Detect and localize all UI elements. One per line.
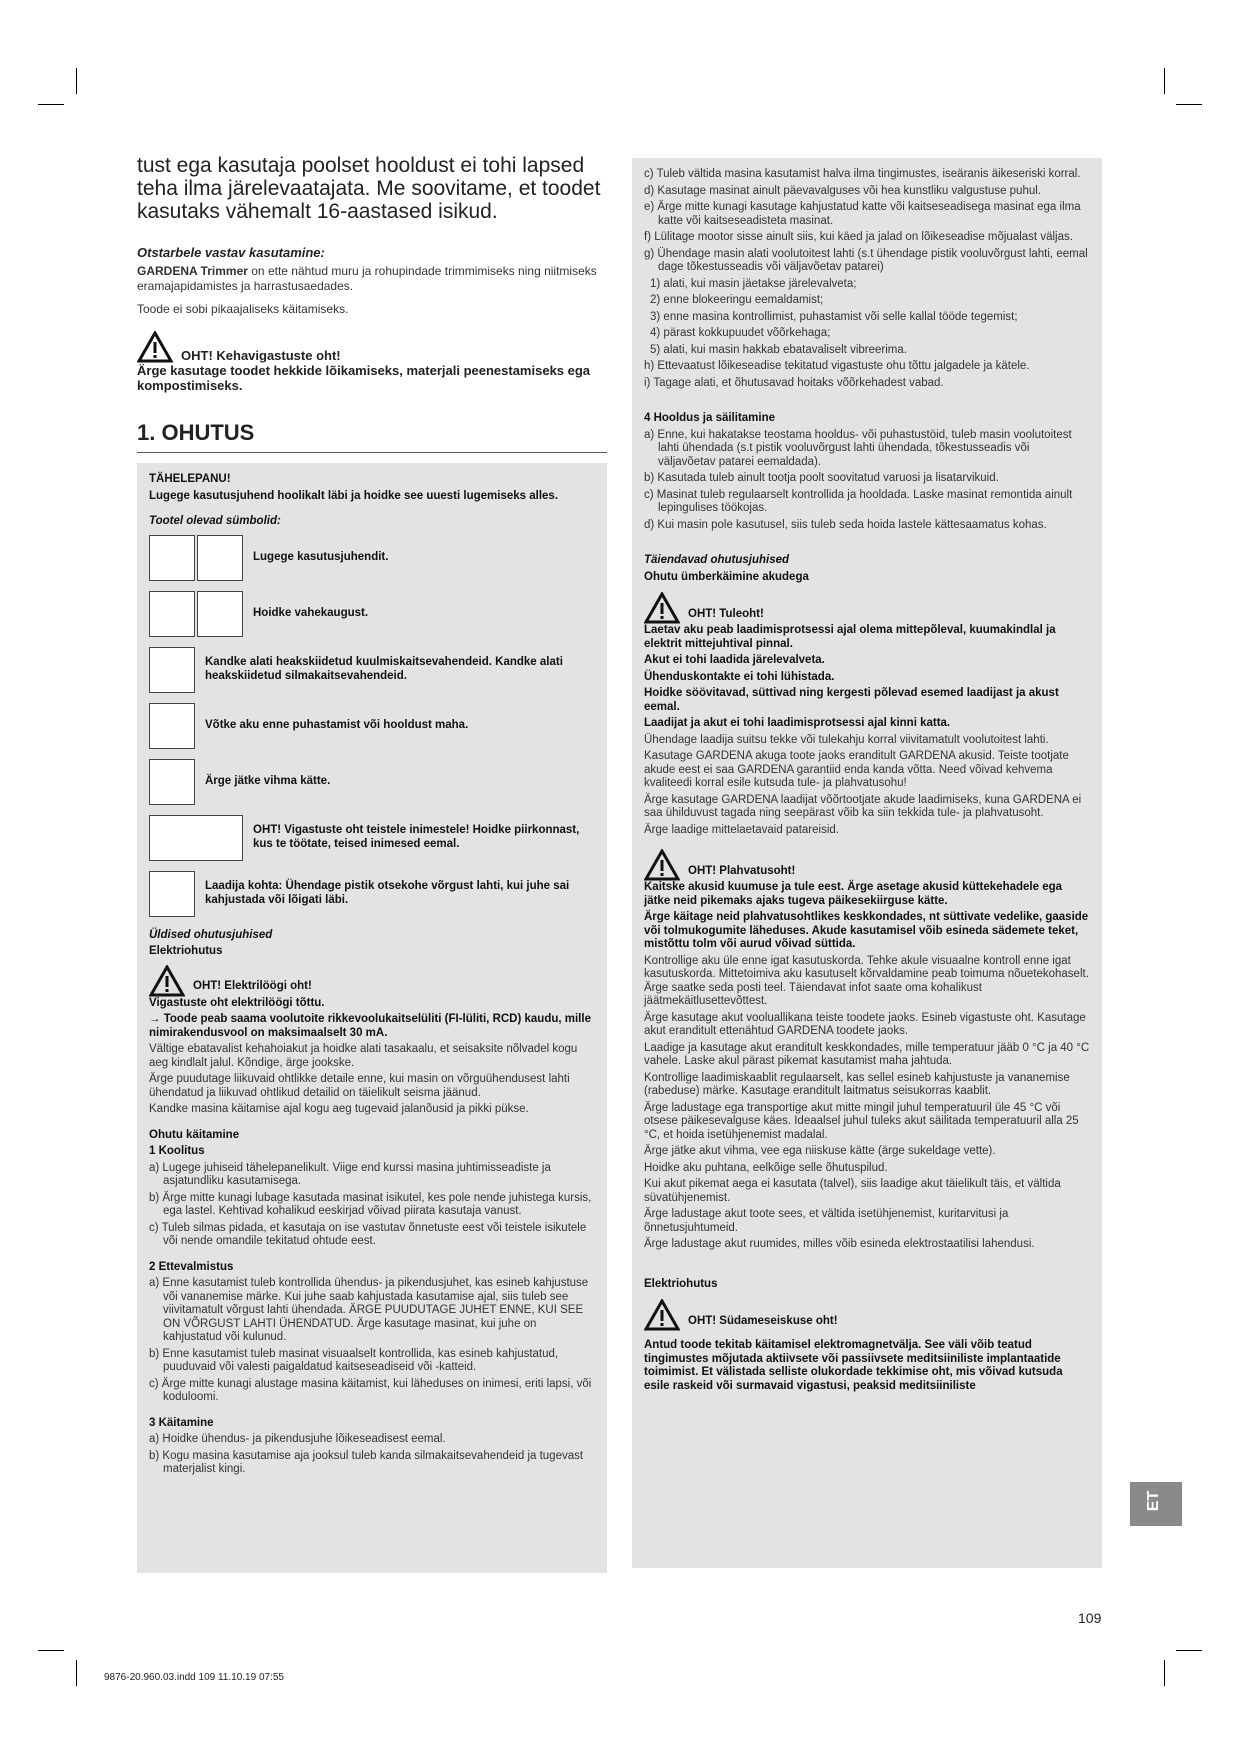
bystander-hazard-icon [149, 815, 243, 861]
fire-bold: Laetav aku peab laadimisprotsessi ajal olema mittepõleval, kuumakindlal ja elektrit mittejuhtival pinnal. [644, 624, 1056, 650]
list-item: c) Ärge mitte kunagi alustage masina käitamist, kui läheduses on inimesi, eriti lapsi, või koduloomi. [149, 1377, 592, 1403]
symbol-row [149, 703, 595, 749]
general-heading: Üldised ohutusjuhised [149, 928, 273, 941]
list-item: a) Enne, kui hakatakse teostama hooldus- või puhastustöid, tuleb masin voolutoitest lahti ühendada (s.t pistik vooluvõrgust lahti ühendada, tõkestusseadis või väljavõetav patarei eemaldada). [644, 428, 1072, 468]
crop-mark [1176, 104, 1202, 105]
section-title: 1. OHUTUS [137, 420, 255, 445]
crop-mark [76, 1660, 77, 1686]
intended-use-note: Toode ei sobi pikaajaliseks käitamiseks. [137, 302, 349, 316]
charger-unplug-icon [149, 871, 195, 917]
brand-name: GARDENA Trimmer [137, 264, 248, 278]
symbol-row [149, 815, 595, 861]
symbol-label: Lugege kasutusjuhendit. [253, 550, 389, 563]
list-item: b) Ärge mitte kunagi lubage kasutada masinat isikutel, kes pole nende juhistega kursis, ega lastel. Kehtivad kohalikud eeskirjad võivad piirata kasutaja vanust. [149, 1191, 592, 1217]
electric-heading: Elektriohutus [149, 945, 223, 957]
list-subitem: 3) enne masina kontrollimist, puhastamist või selle kallal tööde tegemist; [650, 310, 1018, 323]
list-item: a) Lugege juhiseid tähelepanelikult. Viige end kurssi masina juhtimisseadiste ja asjatundliku kasutamisega. [149, 1161, 551, 1187]
electric-text: Ärge puudutage liikuvaid ohtlikke detaile enne, kui masin on võrguühendusest lahti ühendatud ja liikuvad ohtlikud detailid on täielikult seisma jäänud. [149, 1073, 570, 1099]
print-footer: 9876-20.960.03.indd 109 11.10.19 07:55 [104, 1672, 284, 1683]
list-item: c) Tuleb silmas pidada, et kasutaja on ise vastutav õnnetuste eest või teistele isikutele või nende omandile tekitatud ohtude eest. [149, 1221, 587, 1247]
list-item: a) Enne kasutamist tuleb kontrollida ühendus- ja pikendusjuhet, kas esineb kahjustuse või vananemise märke. Kui juhe saab kahjustada kasutamise ajal, siis tuleb see viivitamatult võrgust lahti ühendada. ÄRGE PUUDUTAGE JUHET ENNE, KUI SEE ON VÕRGUST LAHTI ÜHENDATUD. Ärge kasutage masinat, kui juhe on kahjustatud või kulunud. [149, 1277, 589, 1343]
fire-warning [644, 592, 1090, 624]
manual-book-icon [197, 535, 243, 581]
explosion-warning [644, 849, 1090, 881]
fire-warning-title: OHT! Tuleoht! [688, 607, 764, 620]
crop-mark [1176, 1650, 1202, 1651]
warning-triangle-icon [644, 592, 680, 624]
heart-warning [644, 1299, 1090, 1331]
warning-triangle-icon [149, 965, 185, 997]
page-number: 109 [1078, 1610, 1102, 1626]
injury-warning [137, 331, 607, 363]
explosion-warning-title: OHT! Plahvatusoht! [688, 864, 796, 877]
list-item: g) Ühendage masin alati voolutoitest lahti (s.t ühendage pistik vooluvõrgust lahti, eemal dage tõkestusseadis või väljavõetav patarei) [644, 247, 1088, 273]
fire-text: Kasutage GARDENA akuga toote jaoks eranditult GARDENA akusid. Teiste tootjate akude eest ei saa GARDENA garantiid enda kanda võtta. Need võivad kehvema kvaliteedi korral esile kutsuda tule- ja plahvatusohu! [644, 750, 1069, 789]
symbol-row [149, 591, 595, 637]
electric-warning-title: OHT! Elektrilöögi oht! [193, 980, 312, 992]
fire-bold: Akut ei tohi laadida järelevalveta. [644, 654, 825, 666]
symbol-label: OHT! Vigastuste oht teistele inimestele! Hoidke piirkonnast, kus te töötate, teised inimesed eemal. [253, 824, 580, 850]
symbol-label: Laadija kohta: Ühendage pistik otsekohe võrgust lahti, kui juhe sai kahjustada või lõigati läbi. [205, 880, 570, 906]
prep-heading: 2 Ettevalmistus [149, 1260, 234, 1273]
symbol-row [149, 647, 595, 693]
list-item: b) Kogu masina kasutamise aja jooksul tuleb kanda silmakaitsevahendeid ja tugevast materjalist kingi. [149, 1449, 584, 1475]
symbol-label: Hoidke vahekaugust. [253, 606, 369, 619]
explosion-text: Kontrollige aku üle enne igat kasutuskorda. Tehke akule visuaalne kontroll enne igat kasutuskorda. Mittetoimiva aku kasutuselt kõrvaldamine peab toimuma nõuetekohaselt. Ärge saatke seda posti teel. Täiendavat infot saate oma kohalikust jäätmekäitlusettevõttest. [644, 954, 1089, 1007]
intro-lead: tust ega kasutaja poolset hooldust ei tohi lapsed teha ilma järelevaatajata. Me soovitame, et toodet kasutaks vähemalt 16-aastased isikud. [137, 154, 601, 223]
fire-bold: Laadijat ja akut ei tohi laadimisprotsessi ajal kinni katta. [644, 717, 951, 729]
list-item: f) Lülitage mootor sisse ainult siis, kui käed ja jalad on lõikeseadise mõjualast väljas. [644, 231, 1073, 243]
attention-text: Lugege kasutusjuhend hoolikalt läbi ja hoidke see uuesti lugemiseks alles. [149, 489, 559, 502]
hazard-symbol-icon [149, 591, 195, 637]
attention-title: TÄHELEPANU! [149, 473, 231, 485]
crop-mark [38, 1650, 64, 1651]
fire-text: Ärge laadige mittelaetavaid patareisid. [644, 823, 839, 836]
injury-warning-title: OHT! Kehavigastuste oht! [181, 348, 341, 363]
crop-mark [38, 104, 64, 105]
training-heading: 1 Koolitus [149, 1145, 205, 1157]
list-item: e) Ärge mitte kunagi kasutage kahjustatud katte või kaitseseadisega masinat ega ilma katte või kaitseseadisteta masinat. [644, 201, 1081, 227]
symbol-label: Võtke aku enne puhastamist või hooldust maha. [205, 718, 469, 731]
warning-symbol-icon [149, 535, 195, 581]
list-subitem: 1) alati, kui masin jäetakse järelevalveta; [650, 277, 857, 290]
explosion-text: Kui akut pikemat aega ei kasutata (talvel), siis laadige akut täielikult täis, et vältida süvatühjenemist. [644, 1178, 1061, 1204]
intro-block [137, 154, 607, 393]
explosion-text: Ärge ladustage akut ruumides, milles võib esineda elektrostaatilisi lahendusi. [644, 1238, 1035, 1250]
list-item: d) Kui masin pole kasutusel, siis tuleb seda hoida lastele kättesaamatus kohas. [644, 518, 1047, 531]
remove-battery-icon [149, 703, 195, 749]
list-item: h) Ettevaatust lõikeseadise tekitatud vigastuste ohu tõttu jalgadele ja kätele. [644, 360, 1030, 372]
heart-warning-title: OHT! Südameseiskuse oht! [688, 1314, 838, 1327]
crop-mark [1164, 68, 1165, 94]
symbol-label: Ärge jätke vihma kätte. [205, 774, 331, 787]
intended-use-body: on ette nähtud muru ja rohupindade trimmimiseks ning niitmiseks eramajapidamistes ja harrastusaedades. [137, 264, 597, 293]
safety-box-right [632, 158, 1102, 1568]
explosion-text: Ärge kasutage akut vooluallikana teiste toodete jaoks. Esineb vigastuste oht. Kasutage akut eranditult ettenähtud GARDENA toodete jaoks. [644, 1011, 1086, 1037]
list-item: b) Enne kasutamist tuleb masinat visuaalselt kontrollida, kas esineb kahjustatud, puuduvaid või valesti paigaldatud kaitseseadiseid või -katteid. [149, 1347, 559, 1373]
intended-use-text [137, 264, 607, 294]
fire-text: Ärge kasutage GARDENA laadijat võõrtootjate akude laadimiseks, kuna GARDENA ei saa ühilduvust tagada ning seepärast võib ka siin tekkida tule- ja plahvatusoht. [644, 793, 1082, 819]
list-item: b) Kasutada tuleb ainult tootja poolt soovitatud varuosi ja lisatarvikuid. [644, 472, 999, 484]
symbol-label: Kandke alati heakskiidetud kuulmiskaitsevahendeid. Kandke alati heakskiidetud silmakaitsevahendeid. [205, 656, 563, 682]
injury-warning-text: Ärge kasutage toodet hekkide lõikamiseks, materjali peenestamiseks ega kompostimiseks. [137, 363, 591, 393]
list-item: i) Tagage alati, et õhutusavad hoitaks võõrkehadest vabad. [644, 376, 944, 389]
explosion-text: Ärge ladustage akut toote sees, et vältida isetühjenemist, kuritarvitusi ja õnnetusjuhtumeid. [644, 1208, 1009, 1234]
list-item: a) Hoidke ühendus- ja pikendusjuhe lõikeseadisest eemal. [149, 1433, 446, 1445]
explosion-bold: Kaitske akusid kuumuse ja tule eest. Ärge asetage akusid küttekehadele ega jätke neid pikemaks ajaks tugeva päikesekiirguse kätte. [644, 881, 1063, 907]
list-subitem: 2) enne blokeeringu eemaldamist; [650, 294, 824, 306]
battery-heading: Ohutu ümberkäimine akudega [644, 570, 809, 583]
explosion-text: Laadige ja kasutage akut eranditult keskkondades, mille temperatuur jääb 0 °C ja 40 °C vahele. Laske akul pärast pikemat kasutamist maha jahtuda. [644, 1041, 1090, 1067]
list-subitem: 5) alati, kui masin hakkab ebatavaliselt vibreerima. [650, 343, 907, 356]
electric-sub: Vigastuste oht elektrilöögi tõttu. [149, 996, 325, 1009]
symbol-row [149, 535, 595, 581]
list-item: c) Masinat tuleb regulaarselt kontrollida ja hooldada. Laske masinat remontida ainult lepingulises töökojas. [644, 488, 1073, 514]
fire-bold: Ühenduskontakte ei tohi lühistada. [644, 670, 835, 683]
warning-triangle-icon [644, 1299, 680, 1331]
fire-text: Ühendage laadija suitsu tekke või tulekahju korral viivitamatult voolutoitest lahti. [644, 733, 1049, 746]
intended-use-heading: Otstarbele vastav kasutamine: [137, 245, 325, 260]
explosion-text: Ärge jätke akut vihma, vee ega niiskuse kätte (ärge sukeldage vette). [644, 1145, 996, 1157]
language-tab [1130, 1482, 1182, 1526]
list-item: c) Tuleb vältida masina kasutamist halva ilma tingimustes, iseäranis äikeseriski korral. [644, 168, 1081, 180]
divider [137, 452, 607, 453]
symbols-heading: Tootel olevad sümbolid: [149, 515, 281, 527]
operation-heading: Ohutu käitamine [149, 1128, 240, 1141]
symbol-row [149, 871, 595, 917]
explosion-bold: Ärge käitage neid plahvatusohtlikes keskkondades, nt süttivate vedelike, gaaside või tolmukogumite läheduses. Akude kasutamisel võib esineda sädemete teket, mistõttu tolm või aurud võivad süttida. [644, 911, 1089, 950]
ear-eye-protection-icon [149, 647, 195, 693]
distance-person-icon [197, 591, 243, 637]
list-subitem: 4) pärast kokkupuudet võõrkehaga; [650, 327, 831, 339]
explosion-text: Hoidke aku puhtana, eelkõige selle õhutuspilud. [644, 1161, 888, 1174]
extra-heading: Täiendavad ohutusjuhised [644, 554, 790, 566]
electric-warning [149, 965, 595, 997]
explosion-text: Ärge ladustage ega transportige akut mitte mingil juhul temperatuuril üle 45 °C või otsese päikesevalguse käes. Ideaalsel juhul tuleks akut säilitada temperatuuril alla 25 °C, et hoida isetühjenemist madalal. [644, 1101, 1079, 1141]
warning-triangle-icon [137, 331, 173, 363]
warning-triangle-icon [644, 849, 680, 881]
op-heading: 3 Käitamine [149, 1416, 214, 1429]
crop-mark [76, 68, 77, 94]
electric-bullet: → Toode peab saama voolutoite rikkevoolukaitselüliti (FI-lüliti, RCD) kaudu, mille nimirakendusvool on maksimaalselt 30 mA. [149, 1013, 591, 1039]
symbol-row [149, 759, 595, 805]
no-rain-icon [149, 759, 195, 805]
electric-text: Kandke masina käitamise ajal kogu aeg tugevaid jalanõusid ja pikki pükse. [149, 1103, 529, 1115]
explosion-text: Kontrollige laadimiskaablit regulaarselt, kas sellel esineb kahjustuste ja vananemise (rabeduse) märke. Kasutage eranditult laitmatus seisukorras kaablit. [644, 1071, 1070, 1097]
electric2-heading: Elektriohutus [644, 1277, 718, 1290]
fire-bold: Hoidke söövitavad, süttivad ning kergesti põlevad esemed laadijast ja akust eemal. [644, 687, 1059, 713]
heart-text: Antud toode tekitab käitamisel elektromagnetvälja. See väli võib teatud tingimustes mõjutada aktiivsete või passiivsete meditsiiniliste implantaatide toimimist. Et välistada selliste olukordade tekkimise oht, mis võivad kutsuda esile raskeid või surmavaid vigastusi, peaksid meditsiiniliste [644, 1339, 1063, 1392]
language-tab-label: ET [1145, 1490, 1163, 1512]
crop-mark [1164, 1660, 1165, 1686]
safety-box-left [137, 463, 607, 1573]
electric-text: Vältige ebatavalist kehahoiakut ja hoidke alati tasakaalu, et seisaksite nõlvadel kogu aeg kindlalt jalul. Kõndige, ärge jookske. [149, 1043, 578, 1069]
list-item: d) Kasutage masinat ainult päevavalguses või hea kunstliku valgustuse puhul. [644, 184, 1041, 197]
maintenance-heading: 4 Hooldus ja säilitamine [644, 412, 776, 424]
